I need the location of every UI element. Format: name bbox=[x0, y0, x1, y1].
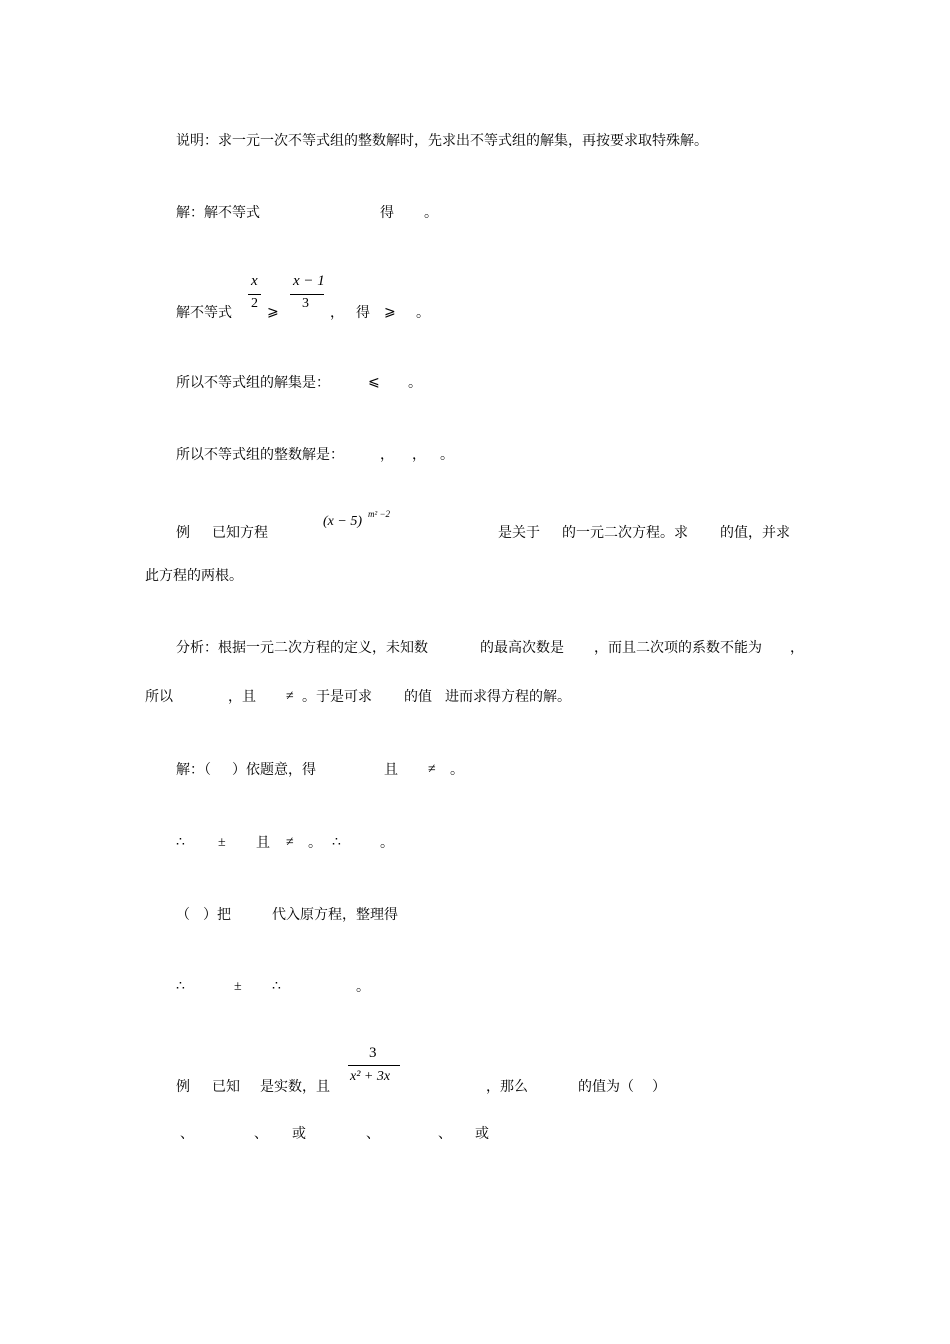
ex2-text-d: 的一元二次方程。求 bbox=[562, 525, 688, 541]
leq-sign: ⩽ bbox=[368, 375, 380, 390]
analysis-line2-e: 进而求得方程的解。 bbox=[445, 689, 571, 705]
sol1-line4-comma1: ， bbox=[380, 447, 394, 463]
ex3-text-d: ，那么 bbox=[486, 1079, 528, 1095]
sol1-line4-a: 所以不等式组的整数解是： bbox=[176, 447, 344, 463]
sol1-line2-de: 得 bbox=[356, 305, 370, 321]
sol1-line3-a: 所以不等式组的解集是： bbox=[176, 375, 330, 391]
sol1-line3-end: 。 bbox=[408, 375, 422, 391]
ex2-line2: 此方程的两根。 bbox=[145, 568, 243, 584]
sol1-line2-end: 。 bbox=[416, 305, 430, 321]
analysis-text-d: ， bbox=[790, 640, 804, 656]
fraction1-denominator: 2 bbox=[251, 296, 258, 311]
sol1-line1-c: 。 bbox=[424, 205, 438, 221]
fraction1-numerator: x bbox=[251, 273, 258, 289]
ex3-fraction-numerator: 3 bbox=[369, 1045, 377, 1061]
therefore-symbol-4: ∴ bbox=[272, 979, 281, 994]
sol2-line2-end: 。 bbox=[380, 835, 394, 851]
ex3-option-or-1: 或 bbox=[292, 1126, 306, 1142]
therefore-symbol-1: ∴ bbox=[176, 835, 185, 850]
ex3-option-sep-3: 、 bbox=[366, 1126, 380, 1142]
sol2-line1-b: ）依题意，得 bbox=[232, 762, 316, 778]
ex2-text-e: 的值，并求 bbox=[720, 525, 790, 541]
fraction1-bar bbox=[248, 294, 261, 295]
sol1-line4-comma2: ， bbox=[412, 447, 426, 463]
sol2-line2-dot: 。 bbox=[308, 835, 322, 851]
sol1-line1-a: 解：解不等式 bbox=[176, 205, 260, 221]
ex3-fraction-denominator: x² + 3x bbox=[350, 1069, 391, 1084]
ex3-text-f: ） bbox=[652, 1079, 666, 1095]
ex3-text-b: 已知 bbox=[212, 1079, 240, 1095]
sol2-line2-qie: 且 bbox=[256, 835, 270, 851]
sol1-line4-end: 。 bbox=[440, 447, 454, 463]
ex2-equation-exponent: m² −2 bbox=[368, 509, 391, 519]
sol1-line2-comma: ， bbox=[330, 305, 344, 321]
sol2-line1-c: 且 bbox=[384, 762, 398, 778]
sol1-line1-b: 得 bbox=[380, 205, 394, 221]
ex3-label: 例 bbox=[176, 1079, 190, 1095]
sol2-line3-b: ）把 bbox=[203, 907, 231, 923]
analysis-line2-c: 。于是可求 bbox=[302, 689, 372, 705]
sol2-line1-a: 解：（ bbox=[176, 762, 211, 778]
analysis-neq-sign: ≠ bbox=[286, 689, 294, 704]
ex3-option-or-2: 或 bbox=[475, 1126, 489, 1142]
ex2-equation-base: (x − 5) bbox=[323, 514, 362, 529]
ex2-text-b: 已知方程 bbox=[212, 525, 268, 541]
analysis-text-a: 分析：根据一元二次方程的定义，未知数 bbox=[176, 640, 428, 656]
fraction2-bar bbox=[290, 294, 324, 295]
fraction2-denominator: 3 bbox=[302, 296, 309, 311]
sol2-line3-c: 代入原方程，整理得 bbox=[272, 907, 398, 923]
ex3-option-sep-4: 、 bbox=[438, 1126, 452, 1142]
ex3-fraction-bar bbox=[348, 1065, 400, 1066]
ex2-label: 例 bbox=[176, 525, 190, 541]
analysis-text-b: 的最高次数是 bbox=[480, 640, 564, 656]
sol2-neq-sign-2: ≠ bbox=[286, 835, 294, 850]
therefore-symbol-2: ∴ bbox=[332, 835, 341, 850]
note-text: 说明：求一元一次不等式组的整数解时，先求出不等式组的解集，再按要求取特殊解。 bbox=[176, 133, 708, 149]
analysis-text-c: ，而且二次项的系数不能为 bbox=[594, 640, 762, 656]
plus-minus-sign-2: ± bbox=[234, 979, 242, 994]
ex3-text-e: 的值为（ bbox=[578, 1079, 634, 1095]
fraction2-numerator: x − 1 bbox=[293, 273, 325, 289]
ex3-option-sep-1: 、 bbox=[180, 1126, 194, 1142]
analysis-line2-d: 的值 bbox=[404, 689, 432, 705]
sol1-line2-a: 解不等式 bbox=[176, 305, 232, 321]
plus-minus-sign-1: ± bbox=[218, 835, 226, 850]
sol2-neq-sign-1: ≠ bbox=[428, 762, 436, 777]
analysis-line2-a: 所以 bbox=[145, 689, 173, 705]
sol2-line3-a: （ bbox=[176, 907, 190, 923]
therefore-symbol-3: ∴ bbox=[176, 979, 185, 994]
sol2-line4-end: 。 bbox=[356, 979, 370, 995]
ex2-text-c: 是关于 bbox=[498, 525, 540, 541]
analysis-line2-b: ，且 bbox=[228, 689, 256, 705]
geq-sign-2: ⩾ bbox=[384, 305, 396, 320]
geq-sign-1: ⩾ bbox=[267, 305, 279, 320]
ex3-option-sep-2: 、 bbox=[254, 1126, 268, 1142]
sol2-line1-end: 。 bbox=[450, 762, 464, 778]
ex3-text-c: 是实数，且 bbox=[260, 1079, 330, 1095]
